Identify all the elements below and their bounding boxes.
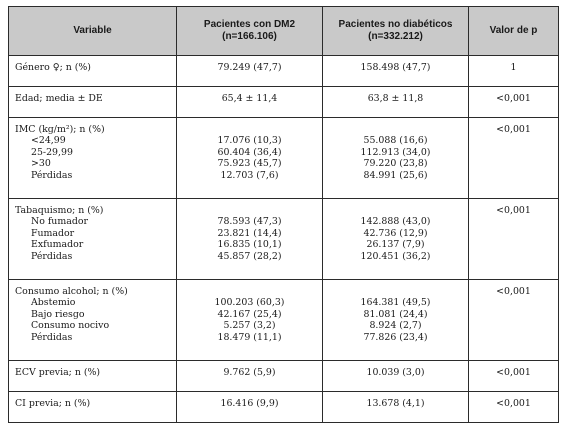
cell-nd-group bbox=[323, 199, 469, 280]
cell-nd: 112.913 (34,0) bbox=[360, 146, 431, 158]
cell-nd: 8.924 (2,7) bbox=[369, 320, 422, 332]
header-variable: Variable bbox=[9, 7, 177, 56]
cell-nd: 55.088 (16,6) bbox=[363, 135, 428, 147]
cell-nd: 26.137 (7,9) bbox=[366, 239, 425, 251]
cell-dm2: 16.835 (10,1) bbox=[217, 239, 282, 251]
header-nd bbox=[323, 7, 469, 56]
cell-p: 1 bbox=[469, 56, 559, 87]
cell-p: <0,001 bbox=[469, 118, 559, 199]
header-p-value: Valor de p bbox=[469, 7, 559, 56]
cell-dm2: 65,4 ± 11,4 bbox=[177, 87, 323, 118]
cell-dm2: 100.203 (60,3) bbox=[214, 297, 285, 309]
sub-label: Abstemio bbox=[31, 297, 76, 309]
header-dm2-n: (n=166.106) bbox=[222, 31, 277, 42]
cell-nd: 77.826 (23,4) bbox=[363, 331, 428, 343]
cell-nd: 42.736 (12,9) bbox=[363, 227, 428, 239]
table-row-genero bbox=[9, 56, 559, 87]
cell-nd: 142.888 (43,0) bbox=[360, 216, 431, 228]
cell-nd-group bbox=[323, 118, 469, 199]
cell-dm2: 16.416 (9,9) bbox=[177, 392, 323, 423]
cell-dm2: 23.821 (14,4) bbox=[217, 227, 282, 239]
header-dm2-title: Pacientes con DM2 bbox=[203, 19, 296, 30]
cell-dm2: 45.857 (28,2) bbox=[217, 250, 282, 262]
cell-dm2: 17.076 (10,3) bbox=[217, 135, 282, 147]
table-row-edad bbox=[9, 87, 559, 118]
cell-nd: 63,8 ± 11,8 bbox=[323, 87, 469, 118]
cell-nd: 13.678 (4,1) bbox=[323, 392, 469, 423]
row-label: CI previa; n (%) bbox=[9, 392, 177, 423]
table-row-tabaquismo bbox=[9, 199, 559, 280]
sub-label: Consumo nocivo bbox=[31, 320, 110, 332]
cell-nd: 164.381 (49,5) bbox=[360, 297, 431, 309]
cell-dm2: 42.167 (25,4) bbox=[217, 308, 282, 320]
cell-nd: 84.991 (25,6) bbox=[363, 169, 428, 181]
cell-p: <0,001 bbox=[469, 361, 559, 392]
cell-dm2: 79.249 (47,7) bbox=[177, 56, 323, 87]
cell-dm2-group bbox=[177, 118, 323, 199]
table-row-alcohol bbox=[9, 280, 559, 361]
sub-label: Exfumador bbox=[31, 239, 84, 251]
cell-dm2: 9.762 (5,9) bbox=[177, 361, 323, 392]
sub-label: Bajo riesgo bbox=[31, 308, 85, 320]
cell-nd: 81.081 (24,4) bbox=[363, 308, 428, 320]
cell-dm2: 5.257 (3,2) bbox=[223, 320, 276, 332]
cell-nd: 79.220 (23,8) bbox=[363, 158, 428, 170]
table-header-row bbox=[9, 7, 559, 56]
cell-p: <0,001 bbox=[469, 392, 559, 423]
row-label-group bbox=[9, 280, 177, 361]
sub-label: 25-29,99 bbox=[31, 146, 73, 158]
sub-label: <24,99 bbox=[31, 135, 66, 147]
data-table bbox=[8, 6, 559, 423]
table-row-ecv bbox=[9, 361, 559, 392]
cell-dm2-group bbox=[177, 199, 323, 280]
header-nd-title: Pacientes no diabéticos bbox=[338, 19, 453, 30]
table-row-ci bbox=[9, 392, 559, 423]
cell-dm2: 18.479 (11,1) bbox=[217, 331, 282, 343]
row-label: Género ♀; n (%) bbox=[9, 56, 177, 87]
row-label-group bbox=[9, 118, 177, 199]
header-nd-n: (n=332.212) bbox=[368, 31, 423, 42]
cell-nd: 120.451 (36,2) bbox=[360, 250, 431, 262]
cell-nd: 10.039 (3,0) bbox=[323, 361, 469, 392]
sub-label: >30 bbox=[31, 158, 51, 170]
group-label: IMC (kg/m²); n (%) bbox=[15, 124, 105, 135]
cell-dm2-group bbox=[177, 280, 323, 361]
sub-label: No fumador bbox=[31, 216, 88, 228]
cell-p: <0,001 bbox=[469, 199, 559, 280]
row-label: ECV previa; n (%) bbox=[9, 361, 177, 392]
cell-nd: 158.498 (47,7) bbox=[323, 56, 469, 87]
cell-dm2: 12.703 (7,6) bbox=[220, 169, 279, 181]
cell-dm2: 60.404 (36,4) bbox=[217, 146, 282, 158]
table-container bbox=[8, 6, 558, 423]
cell-p: <0,001 bbox=[469, 87, 559, 118]
group-label: Tabaquismo; n (%) bbox=[15, 205, 104, 216]
group-label: Consumo alcohol; n (%) bbox=[15, 286, 128, 297]
sub-label: Pérdidas bbox=[31, 169, 73, 181]
sub-label: Pérdidas bbox=[31, 250, 73, 262]
row-label-group bbox=[9, 199, 177, 280]
table-row-imc bbox=[9, 118, 559, 199]
cell-nd-group bbox=[323, 280, 469, 361]
row-label: Edad; media ± DE bbox=[9, 87, 177, 118]
sub-label: Fumador bbox=[31, 227, 75, 239]
cell-dm2: 75.923 (45,7) bbox=[217, 158, 282, 170]
cell-p: <0,001 bbox=[469, 280, 559, 361]
cell-dm2: 78.593 (47,3) bbox=[217, 216, 282, 228]
header-dm2 bbox=[177, 7, 323, 56]
sub-label: Pérdidas bbox=[31, 331, 73, 343]
